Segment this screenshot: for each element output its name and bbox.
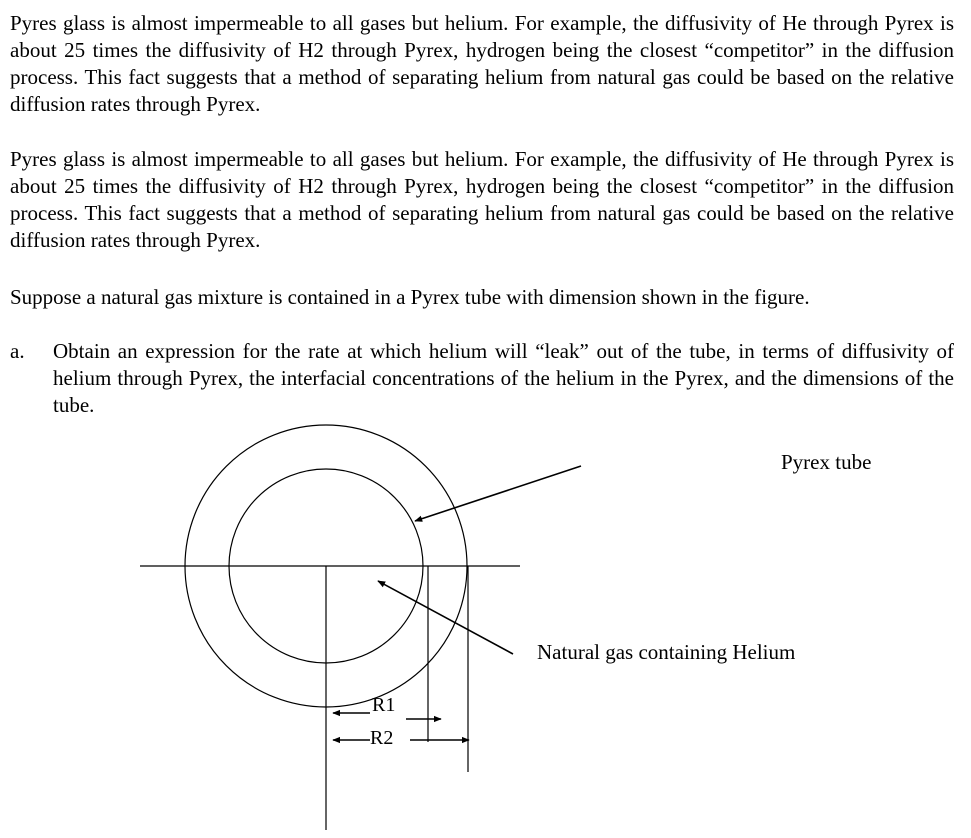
question-label: a.	[10, 339, 25, 363]
r2-label: R2	[370, 727, 394, 749]
question-text: Obtain an expression for the rate at which helium will “leak” out of the tube, in terms of diffusivity of helium through Pyrex, the interfacial concentrations of the helium in the Pyrex, and the dimensions of the tube.	[53, 339, 954, 417]
setup-paragraph: Suppose a natural gas mixture is contained in a Pyrex tube with dimension shown in the figure.	[10, 285, 810, 309]
r1-label: R1	[372, 694, 396, 716]
intro-paragraph-2: Pyres glass is almost impermeable to all gases but helium. For example, the diffusivity of He through Pyrex is about 25 times the diffusivity of H2 through Pyrex, hydrogen being the closest “competitor” in the diffusion process. This fact suggests that a method of separating helium from natural gas could be based on the relative diffusion rates through Pyrex.	[10, 147, 954, 252]
intro-paragraph-1: Pyres glass is almost impermeable to all gases but helium. For example, the diffusivity of He through Pyrex is about 25 times the diffusivity of H2 through Pyrex, hydrogen being the closest “competitor” in the diffusion process. This fact suggests that a method of separating helium from natural gas could be based on the relative diffusion rates through Pyrex.	[10, 11, 954, 116]
pyrex-tube-label: Pyrex tube	[781, 450, 872, 474]
pyrex-leader-arrow	[415, 466, 581, 521]
gas-leader-arrow	[378, 581, 513, 654]
natural-gas-label: Natural gas containing Helium	[537, 640, 796, 664]
